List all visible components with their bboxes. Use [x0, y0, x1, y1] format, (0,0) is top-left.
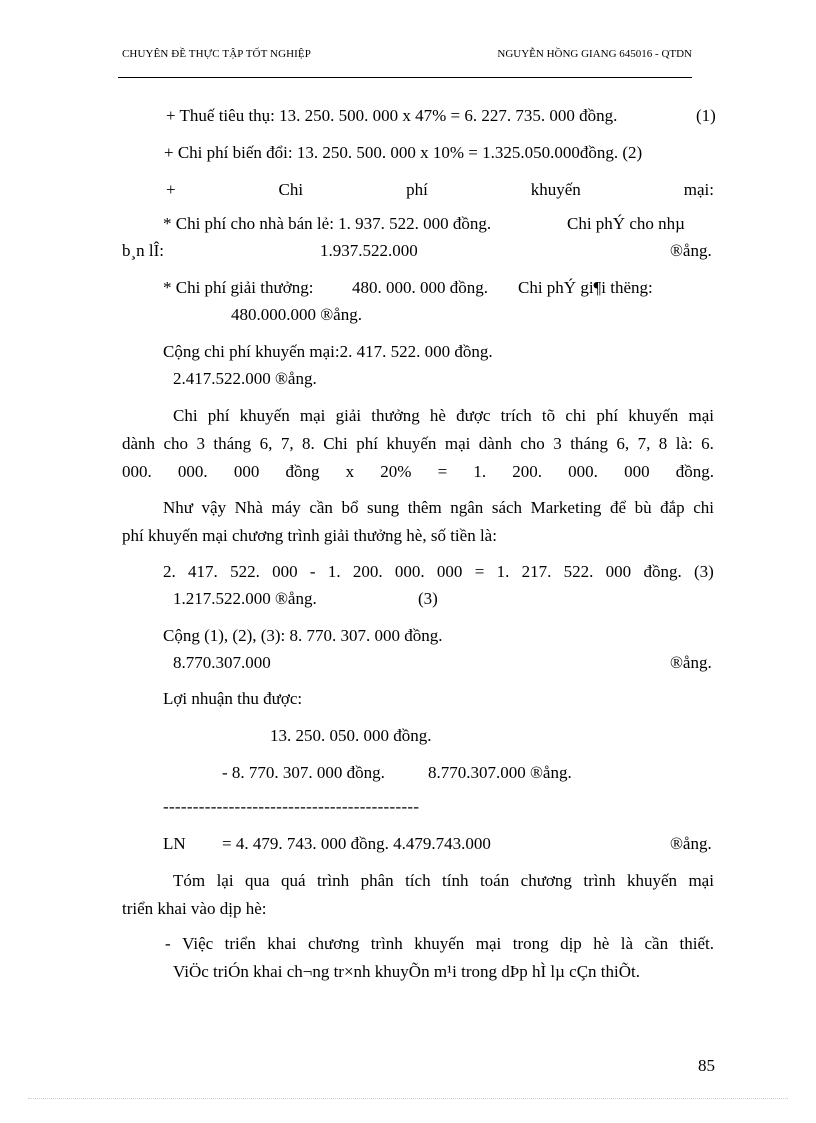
word: chương: [308, 934, 360, 953]
line-profit-value: = 4. 479. 743. 000 đồng. 4.479.743.000: [222, 834, 491, 853]
line-minus-cost-legacy: 8.770.307.000 ®ång.: [428, 763, 572, 782]
line-prize-cost-label: * Chi phí giải thưởng:: [163, 278, 314, 297]
word: 417.: [188, 562, 218, 581]
word: 200.: [512, 462, 543, 481]
word: trình: [317, 871, 350, 890]
word: thiết.: [679, 934, 714, 953]
word: 522.: [563, 562, 594, 581]
word: quá: [281, 871, 306, 890]
word: 1.: [327, 562, 341, 581]
word: bổ: [341, 498, 359, 517]
word: cho: [163, 434, 189, 453]
word: mại: [299, 406, 326, 425]
line-prize-cost-amount: 480. 000. 000 đồng.: [352, 278, 488, 297]
word: dành: [122, 434, 156, 453]
header-title: CHUYÊN ĐỀ THỰC TẬP TỐT NGHIỆP: [122, 48, 311, 60]
word: 217.: [521, 562, 552, 581]
word: thêm: [407, 498, 442, 517]
word: Nhà: [234, 498, 263, 517]
word: cần: [644, 934, 669, 953]
word: qua: [245, 871, 270, 890]
word: 200.: [352, 562, 383, 581]
word: tõ: [541, 406, 556, 425]
word: Như: [163, 498, 193, 517]
word: vậy: [201, 498, 227, 517]
word: tháng: [570, 434, 608, 453]
line-consumption-tax: + Thuế tiêu thụ: 13. 250. 500. 000 x 47% = 6. 227. 735. 000 đồng.: [166, 106, 618, 125]
word: mại: [444, 434, 471, 453]
line-retailer-legacy-amount: 1.937.522.000: [320, 241, 418, 260]
word: thưởng: [371, 406, 420, 425]
word: khuyến: [239, 406, 290, 425]
line-profit-heading: Lợi nhuận thu được:: [163, 689, 303, 708]
word: 7,: [637, 434, 651, 453]
word: Chi: [323, 434, 348, 453]
paragraph-budget-line1: [163, 498, 714, 518]
word: 000: [272, 562, 298, 581]
word: bù: [634, 498, 652, 517]
word: được: [456, 406, 491, 425]
word: 000: [605, 562, 632, 581]
word: chi: [565, 406, 587, 425]
word: khai: [267, 934, 297, 953]
footer-rule: [28, 1098, 788, 1099]
word: 6,: [616, 434, 630, 453]
word: 000: [436, 562, 463, 581]
word: -: [309, 562, 316, 581]
word: 8.: [302, 434, 315, 453]
word: đồng: [285, 462, 320, 481]
header-rule: [118, 77, 692, 78]
word: 6.: [701, 434, 714, 453]
word: khuyến: [530, 180, 581, 199]
word: cho: [520, 434, 545, 453]
line-retailer-cost-legacy: Chi phÝ cho nhµ: [567, 214, 685, 233]
word: 1.: [496, 562, 510, 581]
word: phí: [356, 434, 378, 453]
word: dịp: [560, 934, 582, 953]
word: chi: [693, 498, 714, 517]
word: 7,: [280, 434, 294, 453]
line-prize-legacy-amount: 480.000.000 ®ång.: [231, 305, 362, 324]
word: sách: [491, 498, 523, 517]
word: khuyến: [414, 934, 465, 953]
header-author: NGUYỄN HỒNG GIANG 645016 - QTDN: [497, 48, 692, 60]
word: 3: [553, 434, 562, 453]
line-prize-cost-legacy: Chi phÝ gi¶i thëng:: [518, 278, 653, 297]
word: máy: [271, 498, 301, 517]
word: khuyến: [628, 406, 679, 425]
word: ngân: [450, 498, 484, 517]
word: toán: [479, 871, 510, 890]
word: =: [474, 562, 485, 581]
line-retailer-legacy-unit: ®ång.: [670, 241, 712, 260]
bullet-summary-point-legacy: ViÖc triÓn khai ch¬ng tr×nh khuyÕn m¹i trong dÞp hÌ lµ cÇn thiÕt.: [173, 962, 640, 981]
word: đồng.: [643, 562, 682, 581]
word: 000.: [177, 462, 208, 481]
line-sum-rule: -------------------------------------------: [163, 797, 420, 816]
page-number: 85: [698, 1056, 715, 1075]
word: Marketing: [530, 498, 602, 517]
word: 000: [624, 462, 650, 481]
line-budget-legacy-amount: 1.217.522.000 ®ång.: [173, 589, 317, 608]
word: 000.: [122, 462, 152, 481]
line-consumption-tax-tag: (1): [696, 106, 716, 125]
word: lại: [216, 871, 234, 890]
word: mại: [475, 934, 502, 953]
line-budget-legacy-tag: (3): [418, 589, 438, 608]
word: 6,: [259, 434, 273, 453]
line-profit-label: LN: [163, 834, 186, 853]
word: Chi: [173, 406, 198, 425]
word: =: [437, 462, 448, 481]
word: trong: [512, 934, 549, 953]
line-promotion-total: Cộng chi phí khuyến mại:2. 417. 522. 000 đồng.: [163, 342, 493, 361]
word: tháng: [213, 434, 252, 453]
line-promotion-cost-heading: [166, 180, 714, 200]
word: cần: [309, 498, 333, 517]
word: khuyến: [626, 871, 677, 890]
paragraph-prize-source-line2: [122, 434, 714, 454]
word: khuyến: [386, 434, 437, 453]
word: sung: [367, 498, 400, 517]
paragraph-budget-line2: phí khuyến mại chương trình giải thưởng hè, số tiền là:: [122, 526, 497, 545]
word: chương: [520, 871, 572, 890]
line-budget-calculation: [163, 562, 714, 582]
word: 000.: [568, 462, 598, 481]
word: Việc: [182, 934, 214, 953]
word: mại:: [683, 180, 714, 199]
line-retailer-legacy-label: b¸n lÎ:: [122, 241, 165, 260]
word: mại: [688, 871, 714, 890]
paragraph-summary-line1: [173, 871, 714, 891]
line-variable-cost: + Chi phí biến đổi: 13. 250. 500. 000 x 10% = 1.325.050.000đồng. (2): [164, 143, 643, 162]
paragraph-summary-line2: triển khai vào dịp hè:: [122, 899, 267, 918]
word: 000.: [394, 562, 425, 581]
word: đắp: [660, 498, 685, 517]
word: dành: [478, 434, 512, 453]
word: Chi: [278, 180, 304, 199]
word: Tóm: [173, 871, 206, 890]
word: 2.: [163, 562, 176, 581]
line-grand-total: Cộng (1), (2), (3): 8. 770. 307. 000 đồng.: [163, 626, 443, 645]
word: 000: [233, 462, 260, 481]
word: triển: [224, 934, 256, 953]
bullet-summary-point: [165, 934, 714, 954]
line-revenue: 13. 250. 050. 000 đồng.: [270, 726, 432, 745]
word: trình: [583, 871, 616, 890]
word: 20%: [380, 462, 412, 481]
word: là:: [675, 434, 693, 453]
word: phí: [406, 180, 428, 199]
word: hè: [429, 406, 446, 425]
word: 8: [658, 434, 668, 453]
word: trích: [500, 406, 532, 425]
line-grand-total-legacy: 8.770.307.000: [173, 653, 271, 672]
line-grand-total-legacy-unit: ®ång.: [670, 653, 712, 672]
word: -: [165, 934, 171, 953]
line-minus-cost: - 8. 770. 307. 000 đồng.: [222, 763, 385, 782]
word: trình: [370, 934, 403, 953]
word: giải: [335, 406, 362, 425]
line-retailer-cost: * Chi phí cho nhà bán lẻ: 1. 937. 522. 000 đồng.: [163, 214, 492, 233]
word: là: [620, 934, 634, 953]
word: đồng.: [675, 462, 714, 481]
paragraph-prize-source-line3: [122, 462, 714, 482]
word: 1.: [473, 462, 487, 481]
line-profit-legacy-unit: ®ång.: [670, 834, 712, 853]
running-header: [122, 48, 692, 64]
word: phân: [360, 871, 394, 890]
word: +: [166, 180, 176, 199]
word: phí: [596, 406, 619, 425]
word: tích: [405, 871, 431, 890]
line-promotion-total-legacy: 2.417.522.000 ®ång.: [173, 369, 317, 388]
word: mại: [688, 406, 714, 425]
word: để: [609, 498, 627, 517]
word: (3): [693, 562, 714, 581]
paragraph-prize-source-line1: [173, 406, 714, 426]
word: 522.: [230, 562, 260, 581]
word: x: [345, 462, 355, 481]
word: 3: [196, 434, 205, 453]
word: phí: [207, 406, 230, 425]
word: hè: [593, 934, 610, 953]
word: tính: [442, 871, 469, 890]
